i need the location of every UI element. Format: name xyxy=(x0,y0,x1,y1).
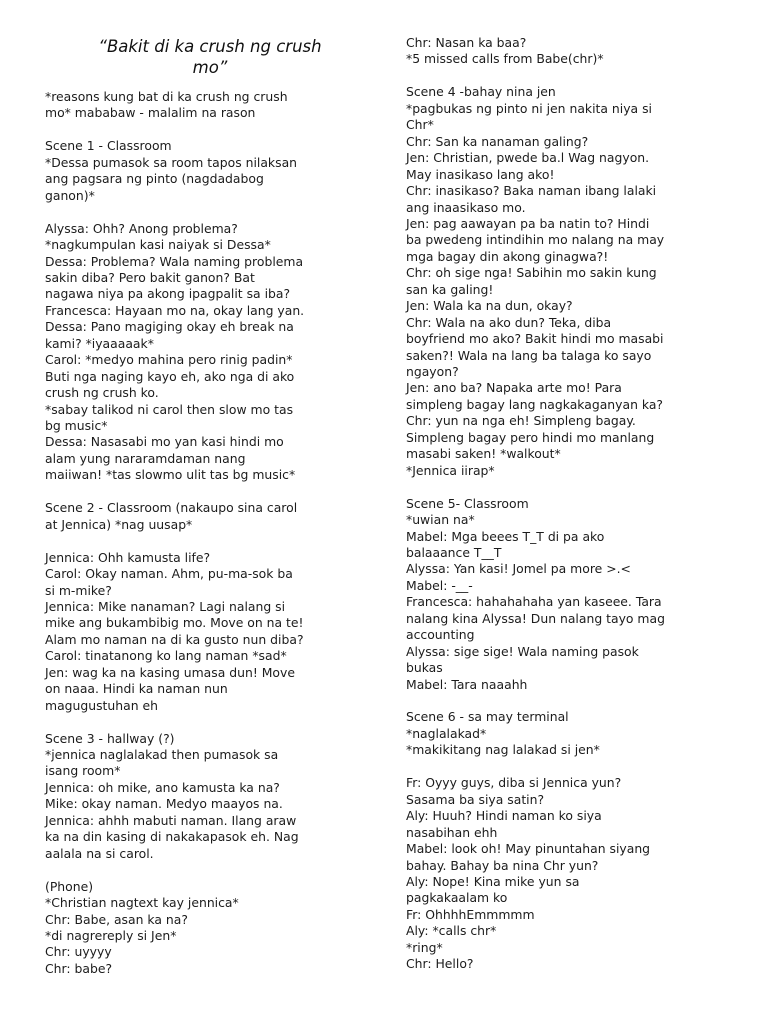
text-line: Chr: oh sige nga! Sabihin mo sakin kung xyxy=(406,265,657,281)
text-line: Carol: *medyo mahina pero rinig padin* xyxy=(45,352,293,368)
text-line: (Phone) xyxy=(45,878,94,894)
text-line: Buti nga naging kayo eh, ako nga di ako xyxy=(45,368,295,384)
text-line: *reasons kung bat di ka crush ng crush xyxy=(45,89,288,104)
text-line: *pagbukas ng pinto ni jen nakita niya si xyxy=(406,100,652,116)
title-line: mo” xyxy=(192,58,228,77)
text-line: Jen: Christian, pwede ba.l Wag nagyon. xyxy=(406,150,650,166)
text-line: isang room* xyxy=(45,763,121,779)
text-line: Chr: babe? xyxy=(45,960,113,976)
text-line: mo* mababaw - malalim na rason xyxy=(45,105,256,121)
text-line: Chr: Babe, asan ka na? xyxy=(45,911,188,927)
text-line: Scene 6 - sa may terminal xyxy=(406,709,569,725)
text-line: Dessa: Nasasabi mo yan kasi hindi mo xyxy=(45,434,284,450)
text-line: ba pwedeng intindihin mo nalang na may xyxy=(406,232,665,248)
text-line: bukas xyxy=(406,660,443,676)
text-line: *makikitang nag lalakad si jen* xyxy=(406,742,600,758)
text-line: san ka galing! xyxy=(406,281,494,297)
text-line: *sabay talikod ni carol then slow mo tas xyxy=(45,401,294,417)
text-line: boyfriend mo ako? Bakit hindi mo masabi xyxy=(406,331,664,347)
text-line: Jennica: oh mike, ano kamusta ka na? xyxy=(45,779,280,795)
text-line: Mabel: -__- xyxy=(406,577,473,593)
text-line: magugustuhan eh xyxy=(45,697,158,713)
text-line: *nagkumpulan kasi naiyak si Dessa* xyxy=(45,237,271,253)
text-line: Fr: OhhhhEmmmmm xyxy=(406,906,535,922)
text-line: Alam mo naman na di ka gusto nun diba? xyxy=(45,631,304,647)
text-line: kami? *iyaaaaak* xyxy=(45,335,154,351)
text-line: bg music* xyxy=(45,418,108,433)
text-line: Chr* xyxy=(406,117,434,133)
text-line: Scene 1 - Classroom xyxy=(45,138,172,154)
text-line: Carol: tinatanong ko lang naman *sad* xyxy=(45,648,287,664)
text-line: ngayon? xyxy=(406,364,459,379)
text-line: *ring* xyxy=(406,939,443,955)
text-line: Jennica: Mike nanaman? Lagi nalang si xyxy=(45,598,286,614)
text-line: *di nagrereply si Jen* xyxy=(45,927,177,943)
text-line: *5 missed calls from Babe(chr)* xyxy=(406,51,604,67)
text-line: Scene 3 - hallway (?) xyxy=(45,730,175,746)
text-line: Aly: Huuh? Hindi naman ko siya xyxy=(406,808,602,824)
text-line: Aly: *calls chr* xyxy=(406,923,497,939)
text-line: simpleng bagay lang nagkakaganyan ka? xyxy=(406,396,664,412)
text-line: nasabihan ehh xyxy=(406,824,498,840)
text-line: ka na din kasing di nakakapasok eh. Nag xyxy=(45,829,299,845)
text-line: Scene 2 - Classroom (nakaupo sina carol xyxy=(45,500,298,516)
text-line: Mike: okay naman. Medyo maayos na. xyxy=(45,796,283,812)
text-line: at Jennica) *nag uusap* xyxy=(45,516,193,532)
text-line: sakin diba? Pero bakit ganon? Bat xyxy=(45,269,255,285)
text-line: Mabel: look oh! May pinuntahan siyang xyxy=(406,841,651,857)
text-line: Jennica: ahhh mabuti naman. Ilang araw xyxy=(45,812,297,828)
text-line: alam yung nararamdaman nang xyxy=(45,450,246,466)
text-line: balaaance T__T xyxy=(406,544,502,560)
text-line: Francesca: Hayaan mo na, okay lang yan. xyxy=(45,302,305,318)
text-line: *Christian nagtext kay jennica* xyxy=(45,895,239,911)
text-line: Chr: Hello? xyxy=(406,956,474,972)
text-line: Mabel: Tara naaahh xyxy=(406,676,528,692)
text-line: Chr: San ka nanaman galing? xyxy=(406,133,589,149)
text-line: *uwian na* xyxy=(406,512,475,528)
text-line: Fr: Oyyy guys, diba si Jennica yun? xyxy=(406,775,622,791)
text-line: Carol: Okay naman. Ahm, pu-ma-sok ba xyxy=(45,566,293,582)
text-line: Chr: uyyyy xyxy=(45,944,112,960)
text-line: Aly: Nope! Kina mike yun sa xyxy=(406,873,580,889)
text-line: Jen: ano ba? Napaka arte mo! Para xyxy=(406,380,622,396)
text-line: crush ng crush ko. xyxy=(45,385,159,401)
text-line: aalala na si carol. xyxy=(45,845,154,861)
text-line: Sasama ba siya satin? xyxy=(406,791,545,807)
text-line: *Dessa pumasok sa room tapos nilaksan xyxy=(45,154,298,170)
text-line: Jennica: Ohh kamusta life? xyxy=(45,549,211,565)
text-line: Alyssa: sige sige! Wala naming pasok xyxy=(406,643,639,659)
text-line: Francesca: hahahahaha yan kaseee. Tara xyxy=(406,594,662,610)
text-line: on naaa. Hindi ka naman nun xyxy=(45,681,228,697)
text-line: maiiwan! *tas slowmo ulit tas bg music* xyxy=(45,467,296,483)
text-line: si m-mike? xyxy=(45,582,112,598)
text-line: Scene 4 -bahay nina jen xyxy=(406,84,556,100)
text-line: May inasikaso lang ako! xyxy=(406,166,555,182)
text-line: Chr: inasikaso? Baka naman ibang lalaki xyxy=(406,183,657,199)
text-line: Chr: yun na nga eh! Simpleng bagay. xyxy=(406,413,636,429)
text-line: masabi saken! *walkout* xyxy=(406,446,561,462)
text-line: Jen: Wala ka na dun, okay? xyxy=(406,298,573,314)
text-line: *Jennica iirap* xyxy=(406,462,495,478)
text-line: nagawa niya pa akong ipagpalit sa iba? xyxy=(45,286,291,302)
text-line: saken?! Wala na lang ba talaga ko sayo xyxy=(406,347,652,363)
document-title xyxy=(45,36,375,78)
text-line: nalang kina Alyssa! Dun nalang tayo mag xyxy=(406,610,665,626)
text-line: *jennica naglalakad then pumasok sa xyxy=(45,747,279,762)
text-line: Jen: wag ka na kasing umasa dun! Move xyxy=(45,664,295,680)
text-line: Alyssa: Yan kasi! Jomel pa more >.< xyxy=(406,561,631,577)
text-line: Chr: Nasan ka baa? xyxy=(406,35,527,50)
text-line: bahay. Bahay ba nina Chr yun? xyxy=(406,857,599,873)
text-line: Dessa: Problema? Wala naming problema xyxy=(45,253,304,269)
text-line: pagkakaalam ko xyxy=(406,890,508,906)
text-line: Scene 5- Classroom xyxy=(406,495,529,511)
text-line: ang pagsara ng pinto (nagdadabog xyxy=(45,171,264,187)
text-line: Mabel: Mga beees T_T di pa ako xyxy=(406,528,605,544)
text-line: *naglalakad* xyxy=(406,725,487,741)
title-line: “Bakit di ka crush ng crush xyxy=(98,37,322,56)
text-line: ganon)* xyxy=(45,187,95,203)
text-line: Jen: pag aawayan pa ba natin to? Hindi xyxy=(406,215,650,231)
text-line: Chr: Wala na ako dun? Teka, diba xyxy=(406,314,612,330)
text-line: ang inaasikaso mo. xyxy=(406,199,526,215)
text-line: Simpleng bagay pero hindi mo manlang xyxy=(406,429,655,445)
text-line: mike ang bukambibig mo. Move on na te! xyxy=(45,615,304,631)
text-line: Dessa: Pano magiging okay eh break na xyxy=(45,319,294,335)
text-line: Alyssa: Ohh? Anong problema? xyxy=(45,220,238,236)
text-line: accounting xyxy=(406,627,475,643)
text-line: mga bagay din akong ginagwa?! xyxy=(406,248,609,264)
